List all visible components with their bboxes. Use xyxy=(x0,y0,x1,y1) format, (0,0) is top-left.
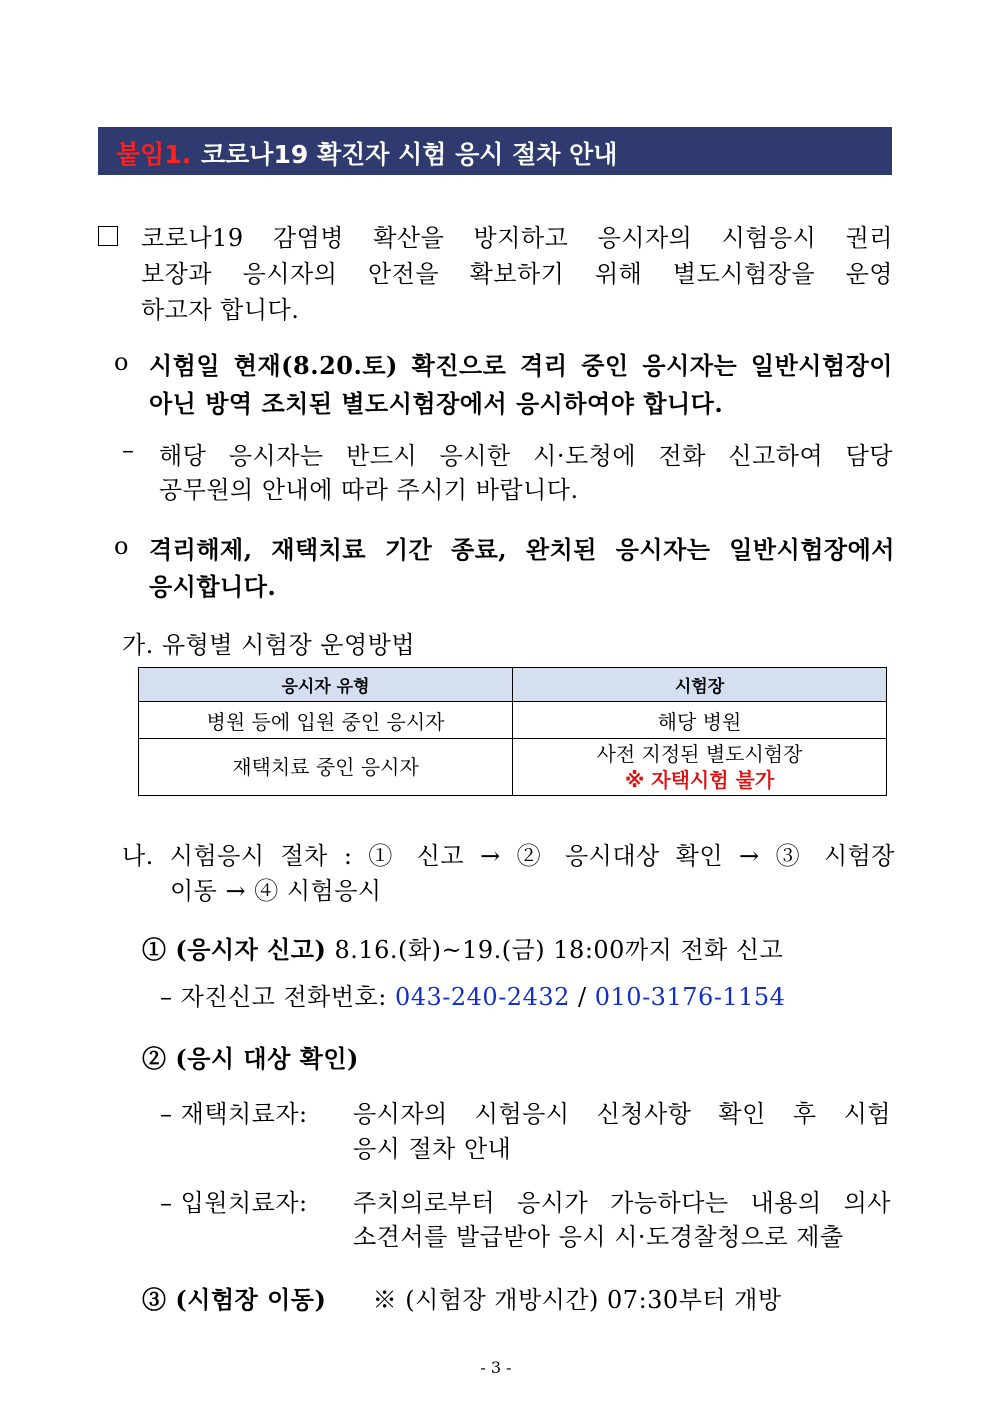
section-b-line-1: 나. 시험응시 절차 : ① 신고 → ② 응시대상 확인 → ③ 시험장 xyxy=(122,842,895,870)
phone-label: – 자진신고 전화번호: xyxy=(160,983,387,1011)
hospital-treatment-line-2: 소견서를 발급받아 응시 시·도경찰청으로 제출 xyxy=(353,1223,844,1251)
home-treatment-label: – 재택치료자: xyxy=(160,1100,308,1128)
intro-line-1: 코로나19 감염병 확산을 방지하고 응시자의 시험응시 권리 xyxy=(141,224,893,252)
hospital-treatment-line-1: 주치의로부터 응시가 가능하다는 내용의 의사 xyxy=(353,1189,891,1217)
home-treatment-line-2: 응시 절차 안내 xyxy=(353,1135,512,1163)
step3-row xyxy=(142,1280,782,1315)
site-text: 사전 지정된 별도시험장 xyxy=(596,742,803,766)
checkbox-icon xyxy=(98,226,118,246)
sub1-line-2: 공무원의 안내에 따라 주시기 바랍니다. xyxy=(159,476,579,504)
table-cell-site xyxy=(513,739,887,796)
bullet2-line-2: 응시합니다. xyxy=(149,572,277,601)
table-header-type: 응시자 유형 xyxy=(139,668,513,702)
attachment-tag: 붙임1. xyxy=(116,140,192,169)
section-b-line-2: 이동 → ④ 시험응시 xyxy=(170,877,382,905)
intro-line-2: 보장과 응시자의 안전을 확보하기 위해 별도시험장을 운영 xyxy=(141,260,893,288)
step3-heading: ③ (시험장 이동) xyxy=(142,1285,327,1314)
exam-site-table xyxy=(138,667,887,796)
phone-separator: / xyxy=(578,983,587,1011)
bullet-marker-2: ο xyxy=(114,532,129,560)
table-row xyxy=(139,702,887,739)
home-treatment-line-1: 응시자의 시험응시 신청사항 확인 후 시험 xyxy=(353,1100,891,1128)
title-bar xyxy=(98,127,892,175)
step2-heading: ② (응시 대상 확인) xyxy=(142,1044,359,1073)
hospital-treatment-label: – 입원치료자: xyxy=(160,1189,308,1217)
step1-row xyxy=(142,930,783,965)
step1-heading: ① (응시자 신고) xyxy=(142,935,327,964)
step3-text: ※ (시험장 개방시간) 07:30부터 개방 xyxy=(372,1286,782,1314)
phone-number-2: 010-3176-1154 xyxy=(594,983,786,1011)
bullet1-line-1: 시험일 현재(8.20.토) 확진으로 격리 중인 응시자는 일반시험장이 xyxy=(149,351,893,380)
site-note: ※ 자택시험 불가 xyxy=(624,768,775,792)
table-cell-type: 병원 등에 입원 중인 응시자 xyxy=(139,702,513,739)
phone-row xyxy=(160,977,785,1012)
intro-line-3: 하고자 합니다. xyxy=(141,296,300,324)
phone-number-1: 043-240-2432 xyxy=(394,983,570,1011)
bullet-marker-1: ο xyxy=(114,348,129,376)
table-header-site: 시험장 xyxy=(513,668,887,702)
dash-marker-1: – xyxy=(122,436,135,464)
table-header-row xyxy=(139,668,887,702)
page-title: 코로나19 확진자 시험 응시 절차 안내 xyxy=(201,140,618,169)
table-cell-type: 재택치료 중인 응시자 xyxy=(139,739,513,796)
table-row xyxy=(139,739,887,796)
page-number: - 3 - xyxy=(480,1358,512,1377)
bullet2-line-1: 격리해제, 재택치료 기간 종료, 완치된 응시자는 일반시험장에서 xyxy=(149,535,895,564)
bullet1-line-2: 아닌 방역 조치된 별도시험장에서 응시하여야 합니다. xyxy=(149,389,724,418)
sub1-line-1: 해당 응시자는 반드시 응시한 시·도청에 전화 신고하여 담당 xyxy=(159,442,893,470)
section-a-label: 가. 유형별 시험장 운영방법 xyxy=(122,631,416,659)
table-cell-site: 해당 병원 xyxy=(513,702,887,739)
step1-text: 8.16.(화)~19.(금) 18:00까지 전화 신고 xyxy=(334,936,784,964)
